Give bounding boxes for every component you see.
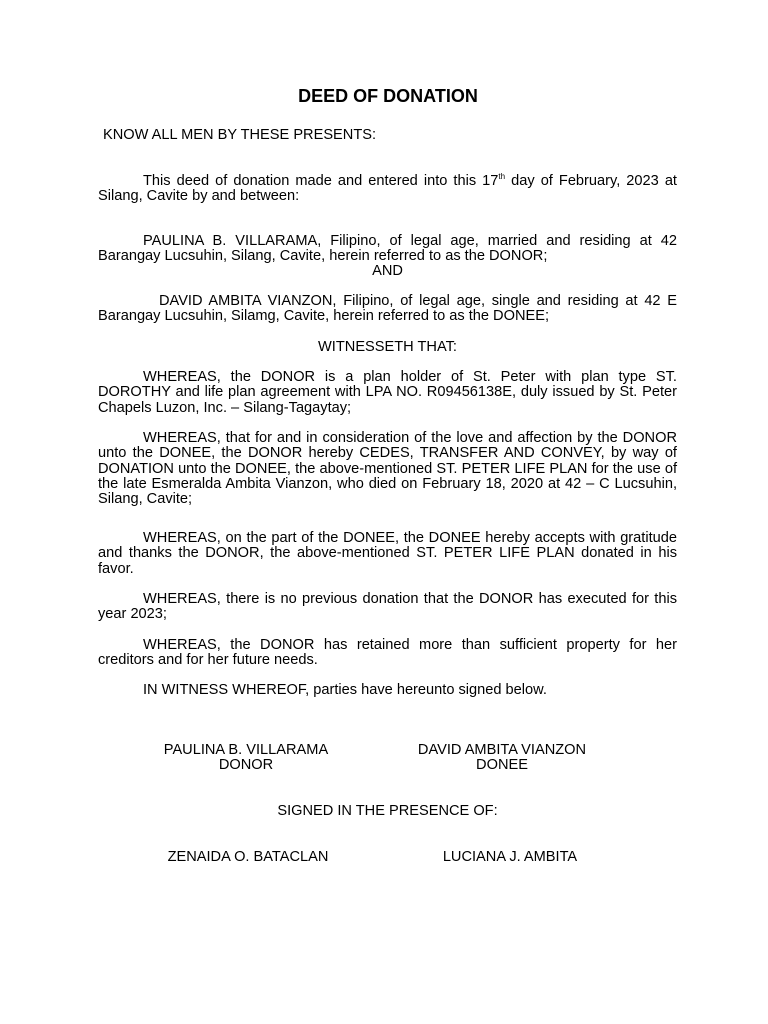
donor-name: PAULINA B. VILLARAMA: [163, 742, 329, 758]
and-separator: AND: [372, 263, 403, 279]
donee-name: DAVID AMBITA VIANZON: [417, 742, 587, 758]
document-title: DEED OF DONATION: [298, 86, 478, 106]
opening-text-end: day of February, 2023 at Silang, Cavite by and between:: [98, 173, 677, 205]
opening-paragraph: [98, 174, 677, 205]
donee-party-paragraph: DAVID AMBITA VIANZON, Filipino, of legal age, single and residing at 42 E Barangay Lucsuhin, Silamg, Cavite, herein referred to as the DONEE;: [98, 293, 677, 325]
intro-line: KNOW ALL MEN BY THESE PRESENTS:: [103, 127, 377, 143]
donor-party-paragraph: PAULINA B. VILLARAMA, Filipino, of legal age, married and residing at 42 Barangay Lucsuhin, Silang, Cavite, herein referred to as the DONOR;: [98, 233, 677, 265]
whereas-paragraph-5: WHEREAS, the DONOR has retained more than sufficient property for her creditors and for her future needs.: [98, 637, 677, 669]
donee-role: DONEE: [476, 757, 528, 774]
whereas-paragraph-1: WHEREAS, the DONOR is a plan holder of St. Peter with plan type ST. DOROTHY and life plan agreement with LPA NO. R09456138E, duly issued by St. Peter Chapels Luzon, Inc. – Silang-Tagaytay;: [98, 369, 677, 416]
whereas-paragraph-4: WHEREAS, there is no previous donation that the DONOR has executed for this year 2023;: [98, 591, 677, 623]
presence-heading: SIGNED IN THE PRESENCE OF:: [277, 803, 498, 819]
opening-text-start: This deed of donation made and entered into this 17: [143, 173, 499, 189]
donee-signature-block: [382, 743, 622, 774]
witness-1-name: ZENAIDA O. BATACLAN: [167, 849, 329, 865]
witnesseth-heading: WITNESSETH THAT:: [318, 339, 457, 355]
witness-2-name: LUCIANA J. AMBITA: [442, 849, 578, 865]
donor-signature-block: [126, 743, 366, 774]
whereas-paragraph-3: WHEREAS, on the part of the DONEE, the DONEE hereby accepts with gratitude and thanks the DONOR, the above-mentioned ST. PETER LIFE PLAN donated in his favor.: [98, 530, 677, 577]
whereas-paragraph-2: WHEREAS, that for and in consideration of the love and affection by the DONOR unto the DONEE, the DONOR hereby CEDES, TRANSFER AND CONVEY, by way of DONATION unto the DONEE, the above-mentioned ST. PETER LIFE PLAN for the use of the late Esmeralda Ambita Vianzon, who died on February 18, 2020 at 42 – C Lucsuhin, Silang, Cavite;: [98, 430, 677, 508]
witness-whereof-paragraph: IN WITNESS WHEREOF, parties have hereunto signed below.: [143, 682, 547, 698]
donor-role: DONOR: [218, 757, 274, 774]
ordinal-suffix: th: [498, 172, 506, 182]
